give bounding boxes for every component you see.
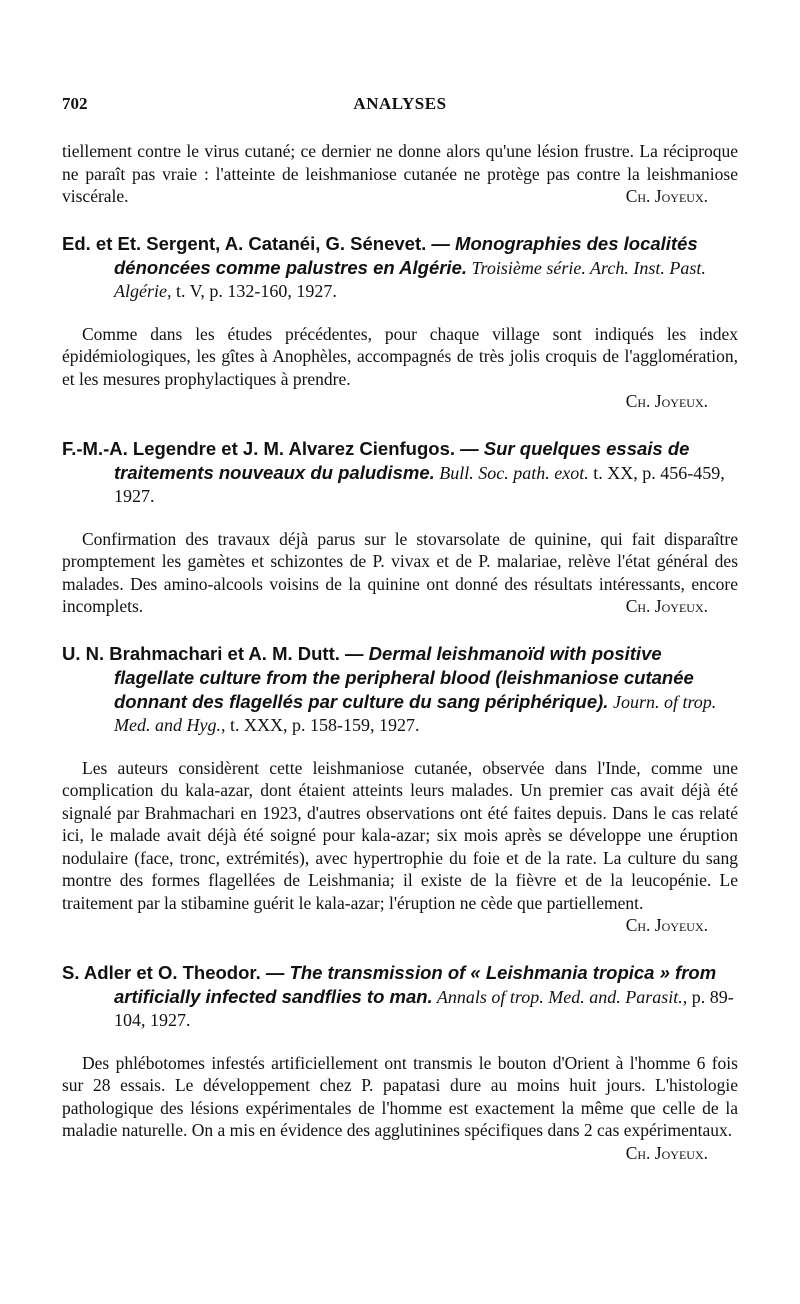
running-head (62, 94, 738, 118)
page-number: 702 (62, 94, 88, 113)
bibliographic-reference (62, 232, 738, 303)
analysis-entry (62, 961, 738, 1165)
continuation-text: tiellement contre le virus cutané; ce dernier ne donne alors qu'une lésion frustre. La réciproque ne paraît pas vraie : l'atteinte de leishmaniose cutanée ne protège pas contre la leishmaniose viscérale. Ch. Joyeux. (62, 141, 738, 206)
citation: t. XX, p. 456-459, 1927. (114, 462, 725, 506)
page-content (62, 140, 738, 1164)
authors: S. Adler et O. Theodor. (62, 961, 261, 983)
article-title: — Monographies des localités dénoncées comme palustres en Algérie. (114, 232, 698, 278)
signature: Ch. Joyeux. (625, 391, 708, 411)
article-title: — The transmission of « Leishmania tropica » from artificially infected sandflies to man. (114, 961, 717, 1007)
analysis-entry (62, 232, 738, 413)
journal-name: Annals of trop. Med. and. Parasit., (432, 986, 688, 1007)
authors: F.-M.-A. Legendre et J. M. Alvarez Cienfugos. (62, 437, 456, 459)
journal-name: Journ. of trop. Med. and Hyg., (114, 691, 717, 735)
signature: Ch. Joyeux. (625, 186, 708, 206)
authors: U. N. Brahmachari et A. M. Dutt. (62, 642, 340, 664)
signature: Ch. Joyeux. (625, 915, 708, 935)
section-title: ANALYSES (353, 94, 447, 113)
citation: t. XXX, p. 158-159, 1927. (225, 714, 420, 735)
citation: p. 89-104, 1927. (114, 986, 734, 1030)
bibliographic-reference (62, 437, 738, 508)
signature: Ch. Joyeux. (625, 596, 708, 616)
abstract-text: Comme dans les études précédentes, pour chaque village sont indiqués les index épidémiologiques, les gîtes à Anophèles, accompagnés de très jolis croquis de l'agglomération, et les mesures prophylactiques à prendre. (62, 323, 738, 389)
bibliographic-reference (62, 642, 738, 737)
authors: Ed. et Et. Sergent, A. Catanéi, G. Sénevet. (62, 232, 427, 254)
article-title: — Sur quelques essais de traitements nouveaux du paludisme. (114, 437, 690, 483)
analysis-entry (62, 437, 738, 618)
bibliographic-reference (62, 961, 738, 1032)
abstract-text: Les auteurs considèrent cette leishmaniose cutanée, observée dans l'Inde, comme une complication du kala-azar, dont étaient atteints leurs malades. Un premier cas avait déjà été signalé par Brahmachari en 1923, d'autres observations ont été faites depuis. Dans le cas relaté ici, le malade avait déjà été soigné pour kala-azar; six mois après se développe une éruption nodulaire (face, tronc, extrémités), avec hypertrophie du foie et de la rate. La culture du sang montre des formes flagellées de Leishmania; il existe de la fièvre et de la leucopénie. Le traitement par la stibamine guérit le kala-azar; l'éruption ne cède que partiellement. Ch. Joyeux. (62, 757, 738, 935)
journal-name: Bull. Soc. path. exot. (434, 462, 589, 483)
journal-name: Troisième série. Arch. Inst. Past. Algérie, (114, 257, 706, 301)
article-title: — Dermal leishmanoïd with positive flagellate culture from the peripheral blood (leishmaniose cutanée donnant des flagellés par culture du sang périphérique). (114, 642, 694, 712)
abstract-text: Des phlébotomes infestés artificiellement ont transmis le bouton d'Orient à l'homme 6 fois sur 28 essais. Le développement chez P. papatasi dure au moins huit jours. L'histologie pathologique des lésions expérimentales de l'homme est exactement la même que celle de la maladie naturelle. On a mis en évidence des agglutinines spécifiques dans 2 cas expérimentaux. Ch. Joyeux. (62, 1052, 738, 1163)
abstract-text: Confirmation des travaux déjà parus sur le stovarsolate de quinine, qui fait disparaître promptement les gamètes et schizontes de P. vivax et de P. malariae, relève l'état général des malades. Des amino-alcools voisins de la quinine ont donné des résultats intéressants, encore incomplets. Ch. Joyeux. (62, 528, 738, 616)
signature: Ch. Joyeux. (625, 1142, 708, 1163)
analysis-entry (62, 642, 738, 937)
citation: t. V, p. 132-160, 1927. (171, 280, 337, 301)
entry-continuation (62, 140, 738, 208)
